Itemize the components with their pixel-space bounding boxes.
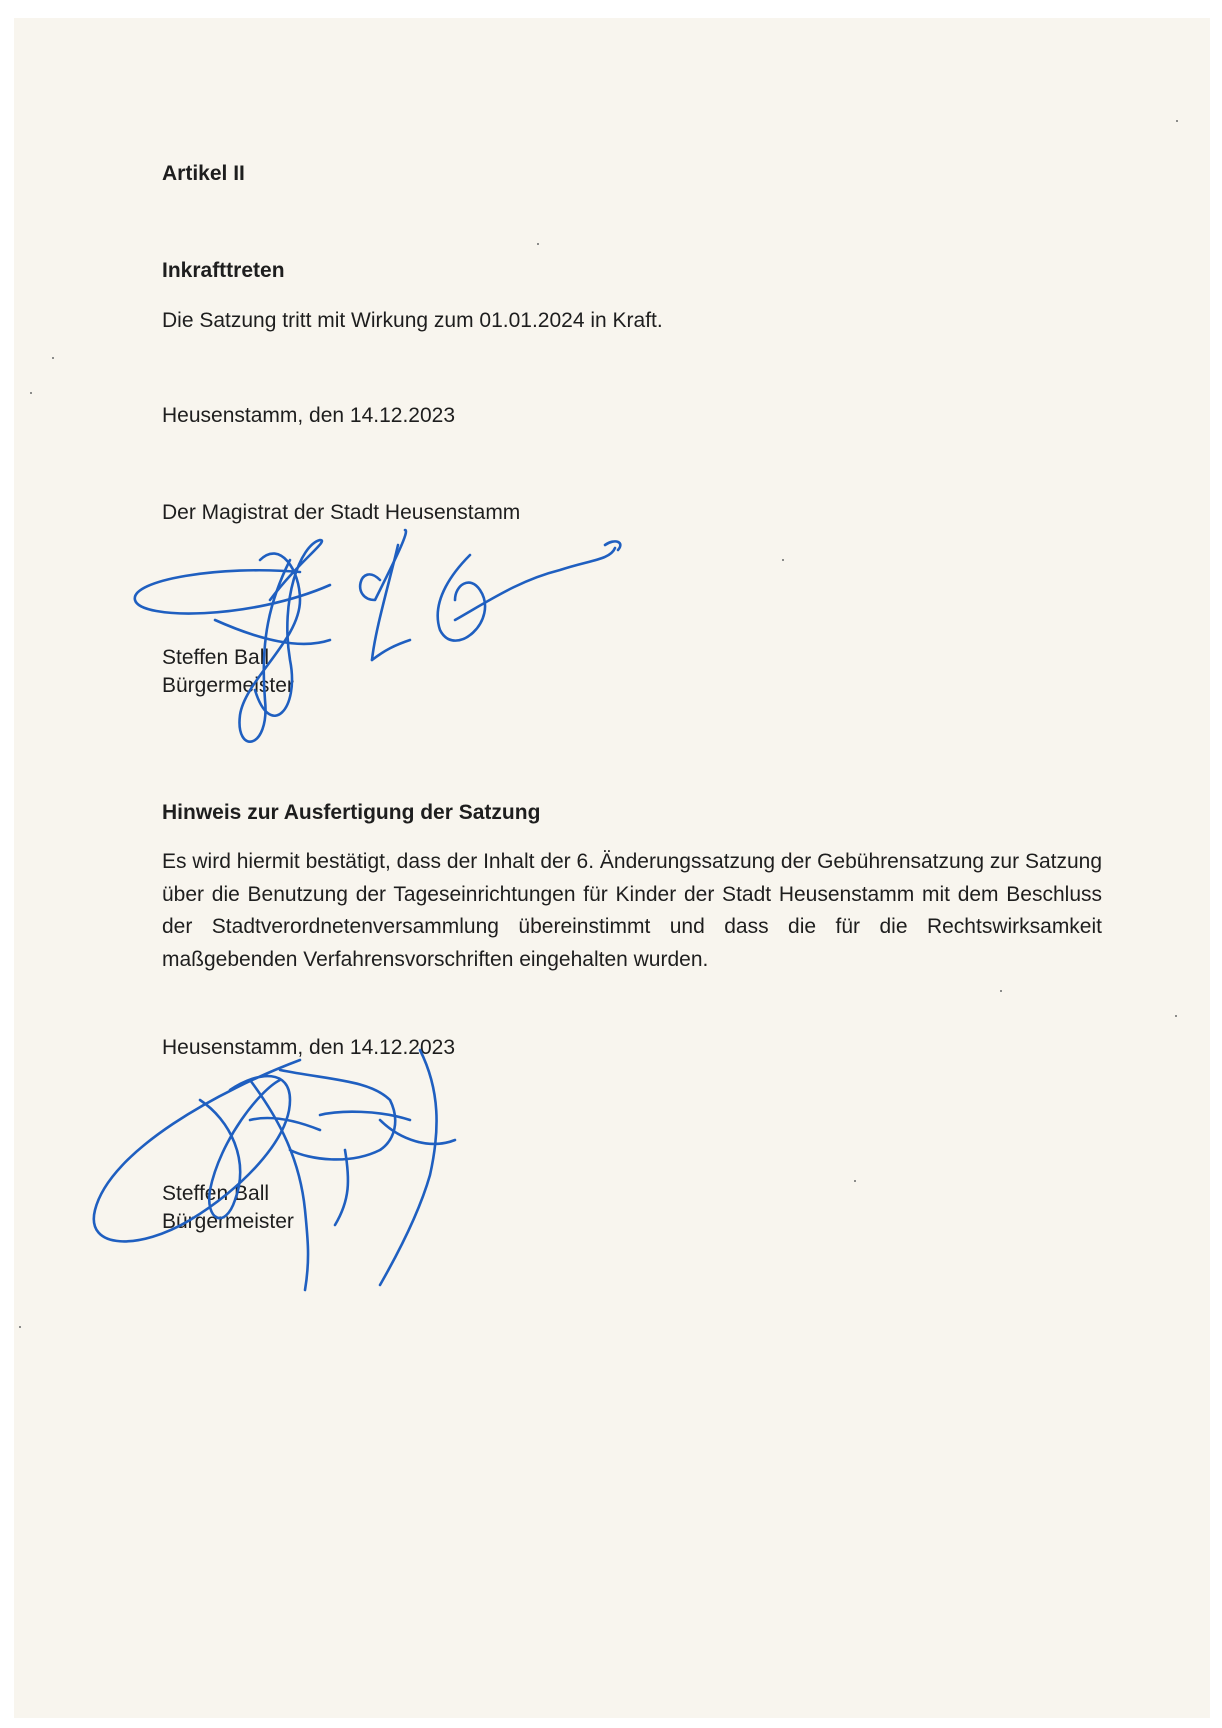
- article-heading: Artikel II: [162, 162, 245, 185]
- paper-speck: [52, 357, 54, 359]
- article-text: Die Satzung tritt mit Wirkung zum 01.01.2024 in Kraft.: [162, 309, 663, 332]
- place-date-2: Heusenstamm, den 14.12.2023: [162, 1036, 456, 1059]
- paper-speck: [537, 243, 539, 245]
- paper-speck: [854, 1180, 856, 1182]
- note-text: Es wird hiermit bestätigt, dass der Inhalt der 6. Änderungssatzung der Gebührensatzung zur Satzung über die Benutzung der Tageseinrichtungen für Kinder der Stadt Heusenstamm mit dem Beschluss der Stadtverordnetenversammlung übereinstimmt und dass die für die Rechtswirksamkeit maßgebenden Verfahrensvorschriften eingehalten wurden.: [162, 850, 1102, 971]
- article-subheading: Inkrafttreten: [162, 259, 285, 282]
- signer-title-2: Bürgermeister: [162, 1210, 294, 1233]
- paper-speck: [1000, 990, 1002, 992]
- paper-speck: [19, 1326, 21, 1328]
- signer-title-1: Bürgermeister: [162, 674, 294, 697]
- paper-speck: [30, 392, 32, 394]
- paper-speck: [782, 559, 784, 561]
- place-date-1: Heusenstamm, den 14.12.2023: [162, 404, 456, 427]
- paper-speck: [1175, 1015, 1177, 1017]
- note-heading: Hinweis zur Ausfertigung der Satzung: [162, 801, 541, 824]
- signer-name-1: Steffen Ball: [162, 646, 270, 669]
- authority-label: Der Magistrat der Stadt Heusenstamm: [162, 501, 521, 524]
- paper-speck: [1176, 120, 1178, 122]
- signer-name-2: Steffen Ball: [162, 1182, 270, 1205]
